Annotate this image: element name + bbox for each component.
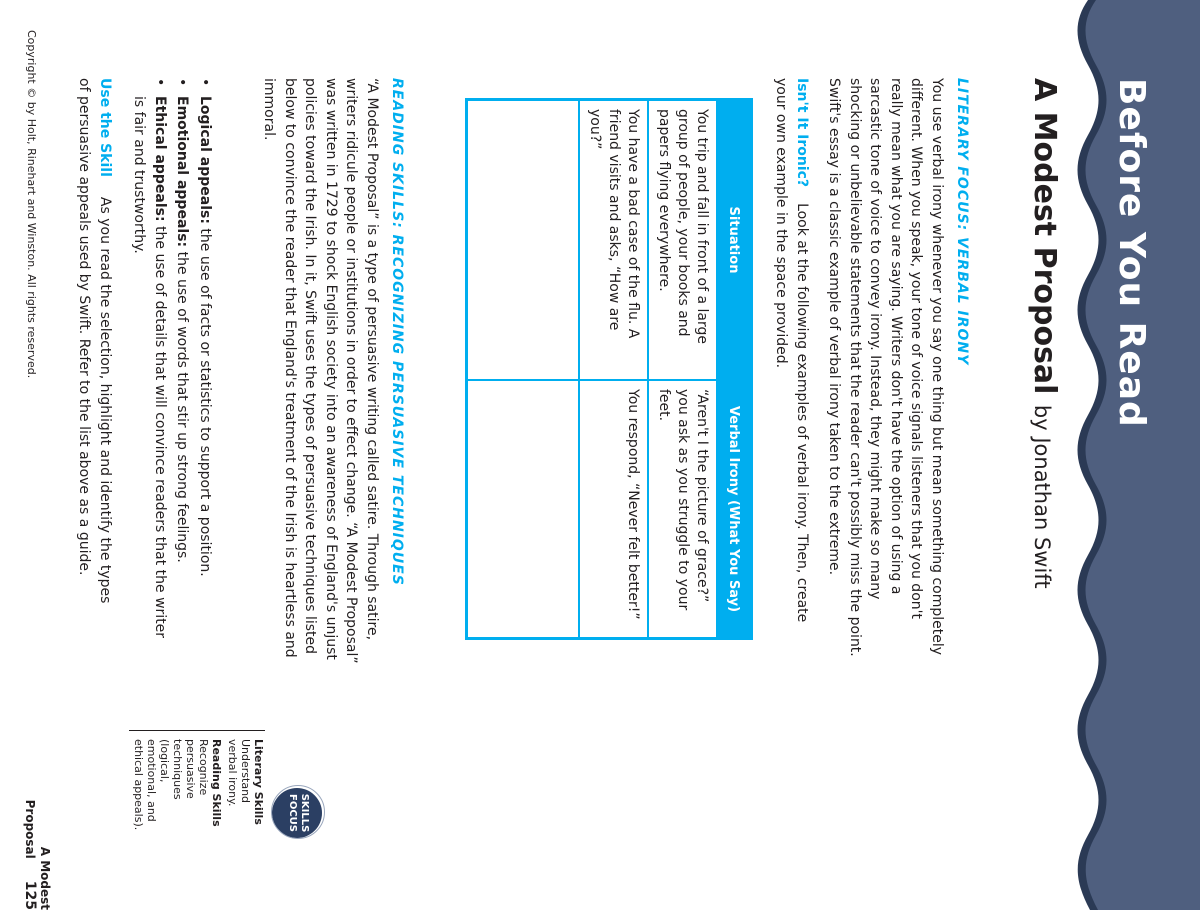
- badge-line: FOCUS: [287, 794, 298, 832]
- bullet-definition: the use of details that will convince readers that the writer is fair and trustworthy.: [131, 96, 168, 639]
- table-row-blank: [467, 100, 580, 639]
- page-number: 125: [22, 880, 38, 910]
- literary-focus-heading: LITERARY FOCUS: VERBAL IRONY: [954, 78, 970, 366]
- badge-line: SKILLS: [299, 793, 310, 833]
- reading-skills-paragraph: “A Modest Proposal” is a type of persuasive writing called satire. Through satire, writers ridicule people or institutions in order to effect change. “A Modest Proposal” was written in 1729 to shock English society into an awareness of England's unjust policies toward the Irish. In it, Swift uses the types of persuasive techniques listed below to convince the reader that England's treatment of the Irish is heartless and immoral.: [261, 78, 380, 664]
- table-cell: You have a bad case of the flu. A friend visits and asks, “How are you?”: [579, 100, 648, 381]
- reading-skills-label: Reading Skills: [210, 739, 223, 827]
- reading-skills-text: Recognize persuasive techniques (logical, emotional, and ethical appeals).: [132, 739, 210, 831]
- before-you-read-banner: [1070, 0, 1200, 910]
- banner-title: Before You Read: [1111, 78, 1152, 428]
- literary-skills-label: Literary Skills: [252, 739, 265, 825]
- reading-skills-heading: READING SKILLS: RECOGNIZING PERSUASIVE TECHNIQUES: [389, 78, 405, 586]
- list-item: [195, 78, 216, 648]
- column-header-verbal-irony: Verbal Irony (What You Say): [717, 380, 752, 639]
- bullet-term: Emotional appeals:: [174, 96, 191, 248]
- bullet-definition: the use of facts or statistics to support a position.: [197, 228, 213, 577]
- copyright-notice: Copyright © by Holt, Rinehart and Winston. All rights reserved.: [25, 30, 38, 379]
- table-cell: You respond, “Never felt better!”: [579, 380, 648, 639]
- persuasive-techniques-list: [127, 78, 215, 648]
- table-row: [579, 100, 648, 639]
- literary-focus-paragraph: You use verbal irony whenever you say one thing but mean something completely different. When you speak, your tone of voice signals listeners that you don't really mean what you are saying. Writers don't have the option of using a sarcastic tone of voice to convey irony. Instead, they might make so many shocking or unbelievable statements that the reader can't possibly miss the point. Swift's essay is a classic example of verbal irony taken to the extreme.: [826, 78, 945, 657]
- skills-focus-badge: [272, 788, 322, 838]
- use-the-skill-lead: Use the Skill: [97, 78, 113, 177]
- list-item: [172, 78, 193, 648]
- work-byline: by Jonathan Swift: [1030, 404, 1054, 589]
- use-the-skill-text: As you read the selection, highlight and identify the types of persuasive appeals used by Swift. Refer to the list above as a guide.: [76, 78, 113, 604]
- isnt-it-ironic-paragraph: [771, 78, 812, 658]
- bullet-term: Logical appeals:: [197, 96, 213, 224]
- write-in-irony-cell[interactable]: [467, 380, 580, 639]
- literary-skills-text: Understand verbal irony.: [226, 739, 252, 807]
- column-header-situation: Situation: [717, 100, 752, 381]
- table-cell: You trip and fall in front of a large group of people, your books and papers flying everywhere.: [648, 100, 717, 381]
- table-cell: “Aren't I the picture of grace?” you ask as you struggle to your feet.: [648, 380, 717, 639]
- footer-title: A Modest Proposal: [23, 799, 52, 910]
- list-item: [129, 78, 170, 648]
- use-the-skill-paragraph: [74, 78, 115, 618]
- isnt-it-ironic-text: Look at the following examples of verbal irony. Then, create your own example in the space provided.: [773, 78, 810, 623]
- table-header-row: [717, 100, 752, 639]
- bullet-term: Ethical appeals:: [152, 96, 168, 222]
- page-title: [1027, 78, 1062, 589]
- skills-sidebar: [129, 730, 265, 838]
- table-row: [648, 100, 717, 639]
- isnt-it-ironic-lead: Isn't It Ironic?: [794, 78, 810, 188]
- write-in-situation-cell[interactable]: [467, 100, 580, 381]
- work-title: A Modest Proposal: [1027, 78, 1062, 395]
- page-footer: [22, 760, 52, 910]
- bullet-definition: the use of words that stir up strong feelings.: [174, 251, 191, 563]
- verbal-irony-table: [465, 98, 753, 640]
